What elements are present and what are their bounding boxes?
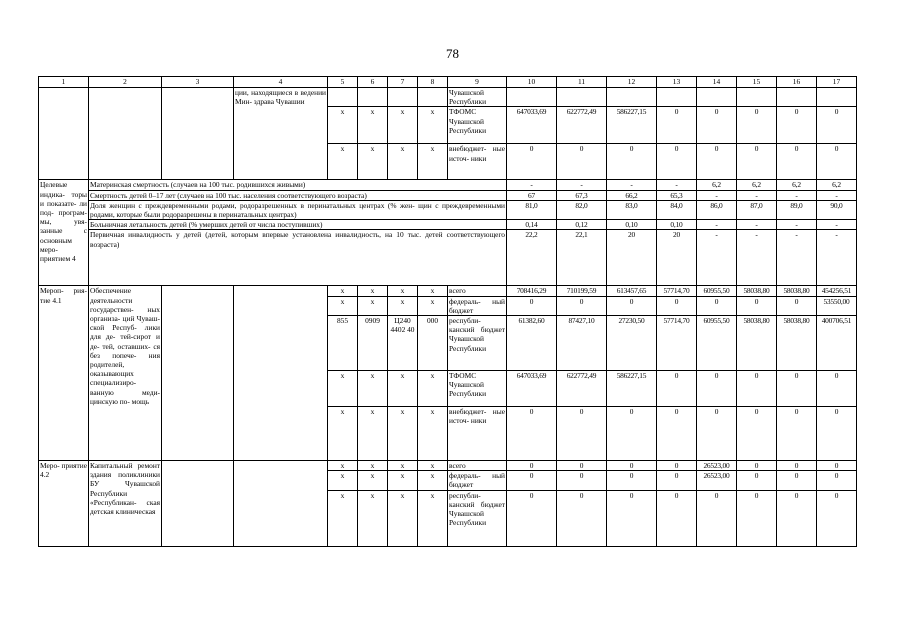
value-cell: 0 (777, 144, 817, 180)
value-cell: - (737, 230, 777, 286)
value-cell: 0 (607, 296, 657, 315)
source-cell: всего (448, 461, 507, 471)
value-cell: 66,2 (607, 190, 657, 200)
value-cell: 0 (737, 144, 777, 180)
value-cell: 6,2 (777, 180, 817, 190)
value-cell: 0 (507, 407, 557, 461)
value-cell: 0 (817, 107, 857, 144)
value-cell: 58038,80 (777, 316, 817, 371)
value-cell: - (557, 180, 607, 190)
value-cell: 647033,69 (507, 371, 557, 407)
header-cell: 7 (388, 77, 418, 88)
value-cell: 87,0 (737, 200, 777, 219)
code-cell: x (418, 490, 448, 546)
value-cell: 0 (697, 107, 737, 144)
header-cell: 10 (507, 77, 557, 88)
code-cell: x (418, 471, 448, 490)
value-cell: 0 (737, 107, 777, 144)
code-cell: x (418, 407, 448, 461)
value-cell: 67,3 (557, 190, 607, 200)
value-cell: - (777, 220, 817, 230)
indicator-row (39, 180, 857, 190)
value-cell: 0 (737, 471, 777, 490)
value-cell: 454256,51 (817, 286, 857, 296)
page-number: 78 (446, 46, 459, 61)
value-cell: - (657, 180, 697, 190)
value-cell: 60955,50 (697, 316, 737, 371)
code-cell: x (358, 107, 388, 144)
value-cell: - (697, 220, 737, 230)
indicators-label: Целевые индика- торы и показате- ли под- програм- мы, увя- занные с основным меро- приятием 4 (39, 180, 89, 286)
value-cell: 0 (607, 144, 657, 180)
value-cell: 6,2 (737, 180, 777, 190)
header-cell: 15 (737, 77, 777, 88)
code-cell: x (388, 407, 418, 461)
value-cell: 0 (657, 490, 697, 546)
value-cell: 0 (507, 490, 557, 546)
header-cell: 11 (557, 77, 607, 88)
code-cell: x (358, 371, 388, 407)
indicator-text: Материнская смертность (случаев на 100 тыс. родившихся живыми) (89, 180, 507, 190)
code-cell: x (328, 471, 358, 490)
value-cell: 0 (657, 471, 697, 490)
code-cell: x (388, 490, 418, 546)
value-cell: 61382,60 (507, 316, 557, 371)
value-cell: 0 (777, 490, 817, 546)
source-cell: федераль- ный бюджет (449, 471, 505, 490)
code-cell: 000 (418, 316, 448, 371)
code-cell: x (388, 286, 418, 296)
code-cell: x (418, 107, 448, 144)
code-cell: x (388, 371, 418, 407)
header-row (39, 77, 857, 88)
indicator-text: Смертность детей 0–17 лет (случаев на 100 тыс. населения соответствующего возраста) (89, 190, 507, 200)
value-cell: 58038,80 (737, 316, 777, 371)
code-cell: x (358, 490, 388, 546)
value-cell: - (817, 230, 857, 286)
indicator-row (39, 220, 857, 230)
value-cell: 53550,00 (817, 296, 857, 315)
value-cell: - (737, 190, 777, 200)
source-cell: республи- канский бюджет Чувашской Республики (448, 490, 507, 546)
value-cell: 6,2 (817, 180, 857, 190)
header-cell: 9 (448, 77, 507, 88)
header-cell: 5 (328, 77, 358, 88)
header-cell: 14 (697, 77, 737, 88)
value-cell: - (817, 220, 857, 230)
value-cell: 0 (817, 407, 857, 461)
value-cell: 22,2 (507, 230, 557, 286)
value-cell: 20 (657, 230, 697, 286)
header-cell: 3 (162, 77, 234, 88)
source-cell: внебюджет- ные источ- ники (448, 144, 507, 180)
value-cell: 0 (697, 490, 737, 546)
indicator-text: Больничная летальность детей (% умерших детей от числа поступивших) (89, 220, 507, 230)
source-cell: ТФОМС Чувашской Республики (448, 371, 507, 407)
value-cell: - (697, 190, 737, 200)
value-cell: - (777, 190, 817, 200)
value-cell: - (777, 230, 817, 286)
value-cell: 84,0 (657, 200, 697, 219)
table-row (39, 286, 857, 296)
measure-label: Мероп- рия- тие 4.1 (39, 286, 89, 461)
value-cell: 0 (657, 107, 697, 144)
value-cell: 613457,65 (607, 286, 657, 296)
value-cell: 83,0 (607, 200, 657, 219)
value-cell: 58038,80 (777, 286, 817, 296)
code-cell: x (388, 296, 418, 315)
table-row (39, 88, 857, 107)
value-cell: 87427,10 (557, 316, 607, 371)
source-cell: федераль- ный бюджет (449, 296, 505, 315)
value-cell: 0 (777, 371, 817, 407)
value-cell: 0 (657, 371, 697, 407)
code-cell: x (328, 286, 358, 296)
measure-4-1 (39, 286, 857, 461)
budget-table (38, 76, 857, 547)
value-cell: 90,0 (817, 200, 857, 219)
value-cell: 0 (817, 490, 857, 546)
code-cell: x (328, 371, 358, 407)
code-cell: x (358, 296, 388, 315)
value-cell: 0 (817, 461, 857, 471)
source-cell: внебюджет- ные источ- ники (448, 407, 507, 461)
value-cell: 86,0 (697, 200, 737, 219)
code-cell: x (328, 107, 358, 144)
value-cell: 0 (607, 407, 657, 461)
header-cell: 8 (418, 77, 448, 88)
value-cell: 622772,49 (557, 371, 607, 407)
value-cell: 26523,00 (697, 471, 737, 490)
value-cell: - (697, 230, 737, 286)
code-cell: x (418, 296, 448, 315)
value-cell: 0 (737, 461, 777, 471)
value-cell: 0,10 (607, 220, 657, 230)
value-cell: 0 (697, 296, 737, 315)
value-cell: 400706,51 (817, 316, 857, 371)
value-cell: 647033,69 (507, 107, 557, 144)
value-cell: 0 (507, 471, 557, 490)
value-cell: 586227,15 (607, 107, 657, 144)
value-cell: 0 (557, 144, 607, 180)
source-cell: всего (448, 286, 507, 296)
measure-4-2 (39, 461, 857, 547)
header-cell: 4 (234, 77, 328, 88)
code-cell: x (358, 407, 388, 461)
indicator-text: Первичная инвалидность у детей (детей, которым впервые установлена инвалидность, на 10 тыс. детей соответствующего возраста) (89, 230, 507, 286)
code-cell: x (418, 371, 448, 407)
value-cell: - (507, 180, 557, 190)
value-cell: 0 (777, 407, 817, 461)
indicator-text: Доля женщин с преждевременными родами, родоразрешенных в перинатальных центрах (% жен- щин с преждевременными родами, которые были родоразрешены в перинатальных центрах) (90, 200, 505, 220)
header-cell: 16 (777, 77, 817, 88)
measure-label: Меро- приятие 4.2 (39, 461, 89, 547)
value-cell: 586227,15 (607, 371, 657, 407)
code-cell: x (388, 144, 418, 180)
code-cell: x (418, 144, 448, 180)
value-cell: 0 (817, 144, 857, 180)
indicator-row (39, 200, 857, 219)
value-cell: 0 (737, 490, 777, 546)
value-cell: 710199,59 (557, 286, 607, 296)
value-cell: 20 (607, 230, 657, 286)
table-row (39, 461, 857, 471)
code-cell: x (388, 461, 418, 471)
value-cell: 0 (607, 471, 657, 490)
value-cell: 57714,70 (657, 316, 697, 371)
value-cell: 0,14 (507, 220, 557, 230)
value-cell: 622772,49 (557, 107, 607, 144)
code-cell: x (388, 471, 418, 490)
value-cell: 27230,50 (607, 316, 657, 371)
header-cell: 17 (817, 77, 857, 88)
code-cell: x (328, 144, 358, 180)
source-cell: Чувашской Республики (448, 88, 507, 107)
value-cell: 57714,70 (657, 286, 697, 296)
value-cell: 26523,00 (697, 461, 737, 471)
value-cell: 58038,80 (737, 286, 777, 296)
value-cell: 0 (657, 407, 697, 461)
value-cell: 89,0 (777, 200, 817, 219)
header-cell: 2 (89, 77, 162, 88)
code-cell: x (328, 407, 358, 461)
code-cell: x (328, 461, 358, 471)
value-cell: 6,2 (697, 180, 737, 190)
code-cell: Ц240 4402 40 (388, 316, 418, 371)
value-cell: 0 (737, 296, 777, 315)
value-cell: 22,1 (557, 230, 607, 286)
source-cell: республи- канский бюджет Чувашской Республики (448, 316, 507, 371)
measure-name: Обеспечение деятельности государствен- ных организа- ций Чуваш- ской Респуб- лики для де- тей-сирот и де- тей, оставших- ся без попече- ния родителей, оказывающих специализиро- ванную меди- цинскую по- мощь (89, 286, 162, 461)
value-cell: 0 (777, 471, 817, 490)
value-cell: 0 (777, 461, 817, 471)
value-cell: 0 (697, 144, 737, 180)
value-cell: 0 (557, 407, 607, 461)
value-cell: 67 (507, 190, 557, 200)
code-cell: x (418, 461, 448, 471)
value-cell: 0,12 (557, 220, 607, 230)
code-cell: x (358, 144, 388, 180)
code-cell: x (358, 471, 388, 490)
indicator-row (39, 190, 857, 200)
continued-org-cell: ции, находящиеся в ведении Мин- здрава Чувашии (234, 88, 328, 180)
code-cell: x (358, 461, 388, 471)
value-cell: 0 (557, 461, 607, 471)
measure-name: Капитальный ремонт здания поликлиники БУ Чувашской Республики «Республикан- ская детская клиническая (89, 461, 162, 547)
value-cell: 0 (607, 490, 657, 546)
code-cell: x (328, 296, 358, 315)
value-cell: 0 (777, 107, 817, 144)
value-cell: 0 (507, 144, 557, 180)
value-cell: 0 (697, 371, 737, 407)
code-cell: 0909 (358, 316, 388, 371)
value-cell: 0 (737, 407, 777, 461)
code-cell: x (358, 286, 388, 296)
indicator-row (39, 230, 857, 286)
value-cell: 0 (557, 471, 607, 490)
value-cell: 81,0 (507, 200, 557, 219)
header-cell: 6 (358, 77, 388, 88)
code-cell: x (388, 107, 418, 144)
header-cell: 1 (39, 77, 89, 88)
value-cell: 0 (657, 144, 697, 180)
value-cell: 0 (817, 471, 857, 490)
header-cell: 13 (657, 77, 697, 88)
value-cell: 0 (697, 407, 737, 461)
value-cell: 60955,50 (697, 286, 737, 296)
value-cell: - (817, 190, 857, 200)
value-cell: 82,0 (557, 200, 607, 219)
value-cell: 0 (737, 371, 777, 407)
value-cell: 0 (507, 461, 557, 471)
value-cell: 0,10 (657, 220, 697, 230)
value-cell: 0 (777, 296, 817, 315)
code-cell: x (328, 490, 358, 546)
value-cell: 0 (657, 296, 697, 315)
source-cell: ТФОМС Чувашской Республики (448, 107, 507, 144)
value-cell: 0 (657, 461, 697, 471)
value-cell: 0 (507, 296, 557, 315)
code-cell: x (418, 286, 448, 296)
header-cell: 12 (607, 77, 657, 88)
value-cell: - (607, 180, 657, 190)
value-cell: 0 (557, 296, 607, 315)
value-cell: 0 (817, 371, 857, 407)
value-cell: 65,3 (657, 190, 697, 200)
value-cell: 0 (557, 490, 607, 546)
value-cell: 0 (607, 461, 657, 471)
code-cell: 855 (328, 316, 358, 371)
value-cell: - (737, 220, 777, 230)
value-cell: 708416,29 (507, 286, 557, 296)
